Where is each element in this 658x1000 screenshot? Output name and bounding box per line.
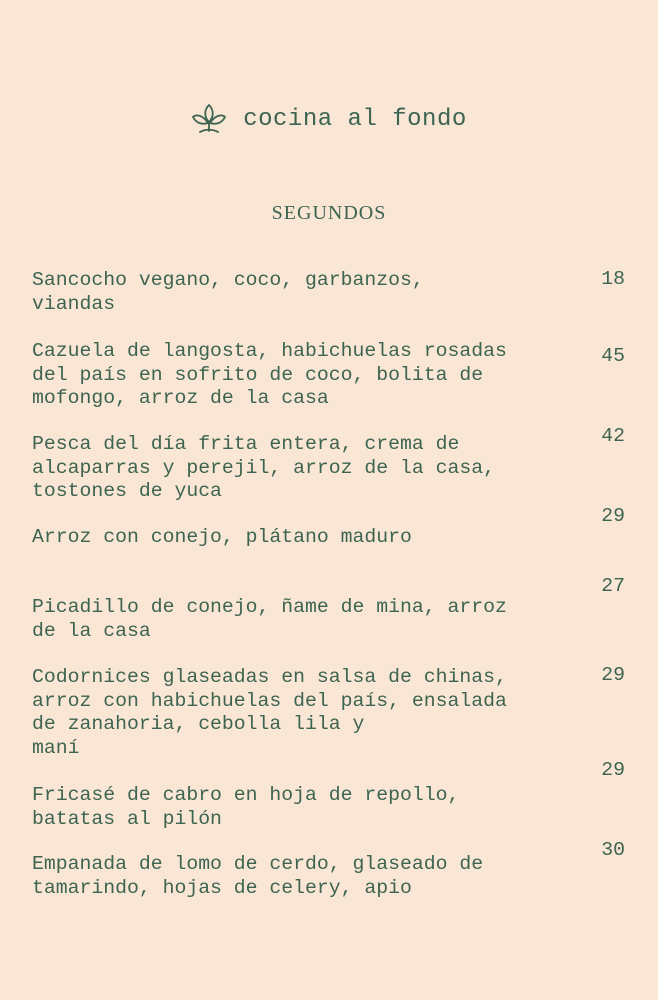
menu-item-description: Picadillo de conejo, ñame de mina, arroz de la casa — [32, 596, 507, 642]
menu-item-price: 29 — [601, 664, 625, 686]
brand-header — [0, 100, 658, 140]
section-title: SEGUNDOS — [271, 202, 387, 224]
menu-item-description: Arroz con conejo, plátano maduro — [32, 526, 412, 548]
menu-item-price: 45 — [601, 345, 625, 367]
menu-item-price: 18 — [601, 268, 625, 290]
menu-item-description: Cazuela de langosta, habichuelas rosadas del país en sofrito de coco, bolita de mofongo, arroz de la casa — [32, 340, 507, 409]
menu-item-price: 29 — [601, 505, 625, 527]
brand-name: cocina al fondo — [243, 105, 467, 133]
menu-item-description: Pesca del día frita entera, crema de alcaparras y perejil, arroz de la casa, tostones de yuca — [32, 433, 495, 502]
menu-item-price: 27 — [601, 575, 625, 597]
menu-item-price: 42 — [601, 425, 625, 447]
menu-item-description: Fricasé de cabro en hoja de repollo, batatas al pilón — [32, 784, 460, 830]
menu-item-price: 29 — [601, 759, 625, 781]
sprout-icon — [191, 101, 227, 139]
menu-item-price: 30 — [601, 839, 625, 861]
menu-item-description: Sancocho vegano, coco, garbanzos, viandas — [32, 269, 424, 315]
menu-item-description: Codornices glaseadas en salsa de chinas, arroz con habichuelas del país, ensalada de zanahoria, cebolla lila y maní — [32, 666, 507, 759]
menu-item-description: Empanada de lomo de cerdo, glaseado de tamarindo, hojas de celery, apio — [32, 853, 484, 899]
